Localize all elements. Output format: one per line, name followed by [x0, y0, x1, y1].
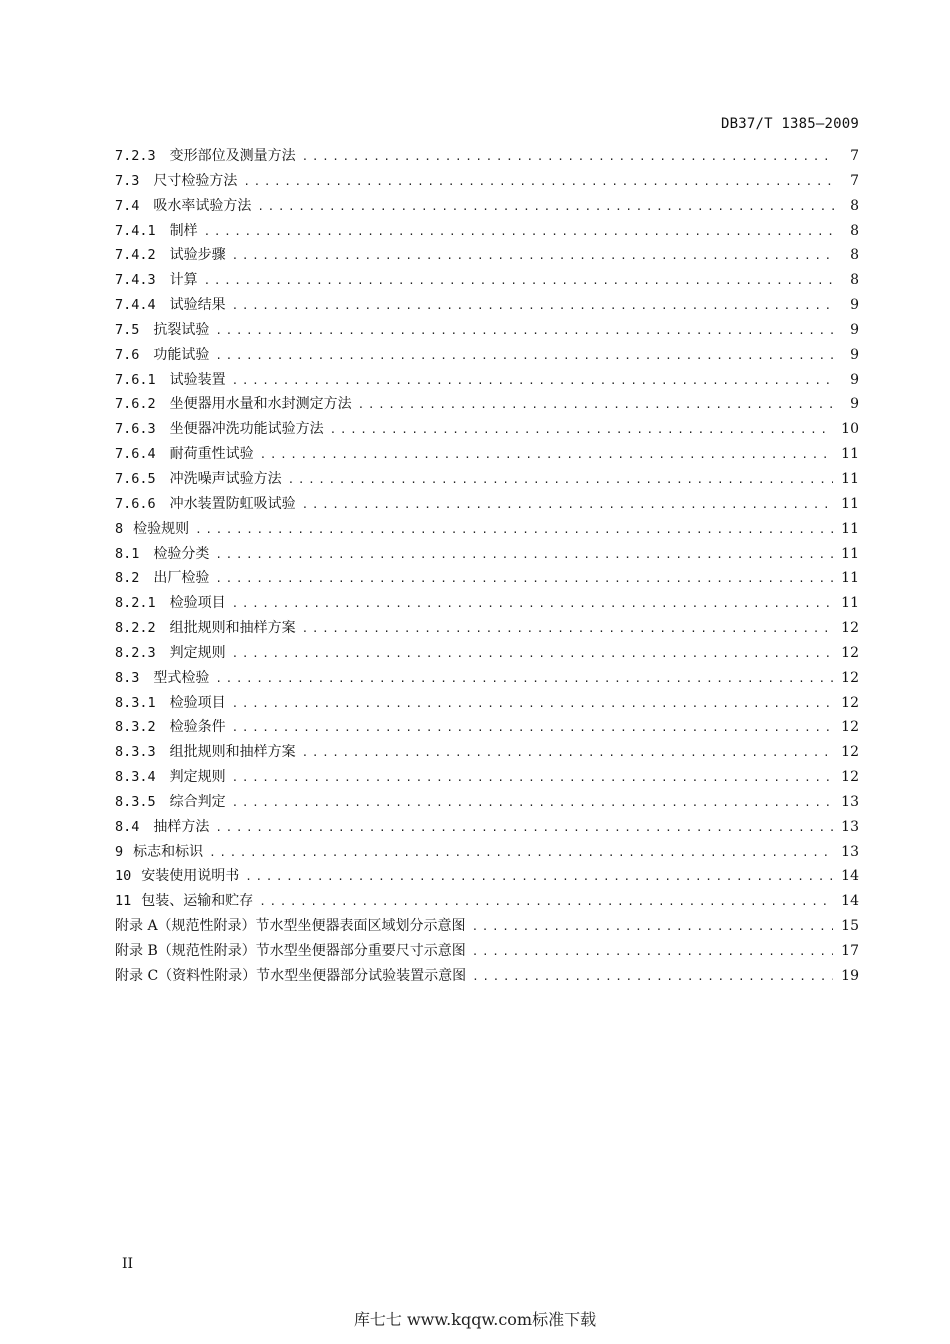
toc-entry-number: 8.4: [115, 818, 140, 835]
toc-entry-number: 7.6.2: [115, 396, 156, 413]
toc-entry[interactable]: [115, 320, 859, 345]
toc-entry-number: 7.3: [115, 172, 140, 189]
toc-entry-number: 7.6.3: [115, 421, 156, 438]
toc-entry-page: 9: [850, 396, 859, 413]
toc-entry-page: 14: [841, 868, 859, 885]
toc-entry-number: 8.3.2: [115, 719, 156, 736]
toc-dot-leader: [232, 246, 835, 266]
toc-entry-number: 8: [115, 520, 124, 537]
toc-entry-number: 7.4.1: [115, 222, 156, 239]
toc-entry-title: 附录 B（规范性附录）节水型坐便器部分重要尺寸示意图: [115, 943, 466, 959]
toc-dot-leader: [195, 520, 833, 540]
toc-entry-number: 8.2.3: [115, 644, 156, 661]
toc-dot-leader: [204, 271, 835, 291]
toc-entry-page: 12: [841, 719, 859, 736]
toc-entry-number: 8.1: [115, 545, 140, 562]
toc-entry-title: 试验结果: [169, 297, 226, 314]
toc-entry-page: 11: [841, 570, 859, 587]
toc-entry[interactable]: [115, 370, 859, 395]
toc-entry-title: 检验条件: [169, 719, 226, 736]
document-code: DB37/T 1385—2009: [720, 116, 859, 132]
toc-entry[interactable]: [115, 941, 859, 966]
toc-entry[interactable]: [115, 742, 859, 767]
toc-dot-leader: [472, 917, 834, 937]
toc-entry-number: 7.6.1: [115, 371, 156, 388]
toc-entry-page: 11: [841, 446, 859, 463]
toc-dot-leader: [288, 470, 834, 490]
toc-entry-number: 8.3.1: [115, 694, 156, 711]
toc-entry[interactable]: [115, 419, 859, 444]
toc-dot-leader: [232, 718, 834, 738]
toc-entry-number: 7.6.5: [115, 470, 156, 487]
toc-entry[interactable]: [115, 519, 859, 544]
toc-entry-title: 检验分类: [153, 545, 210, 562]
toc-entry[interactable]: [115, 593, 859, 618]
toc-entry-number: 7.4.2: [115, 247, 156, 264]
toc-dot-leader: [259, 892, 833, 912]
toc-entry-title: 尺寸检验方法: [153, 172, 238, 189]
toc-entry-page: 7: [850, 172, 859, 189]
toc-dot-leader: [215, 818, 833, 838]
toc-entry-title: 附录 C（资料性附录）节水型坐便器部分试验装置示意图: [115, 967, 467, 984]
toc-entry-number: 8.3.4: [115, 769, 156, 786]
toc-entry-title: 冲水装置防虹吸试验: [169, 495, 296, 512]
toc-dot-leader: [204, 222, 835, 242]
toc-entry-page: 19: [841, 967, 859, 984]
toc-entry[interactable]: [115, 817, 859, 842]
toc-entry[interactable]: [115, 767, 859, 792]
toc-entry-page: 12: [841, 694, 859, 711]
toc-entry-page: 11: [841, 470, 859, 487]
toc-entry-number: 8.3: [115, 669, 140, 686]
toc-entry[interactable]: [115, 792, 859, 817]
toc-entry-title: 变形部位及测量方法: [169, 148, 296, 164]
toc-dot-leader: [232, 371, 835, 391]
toc-entry-title: 抽样方法: [153, 818, 210, 835]
toc-dot-leader: [215, 346, 835, 366]
toc-entry[interactable]: [115, 966, 859, 991]
toc-dot-leader: [232, 768, 834, 788]
toc-entry-page: 8: [850, 272, 859, 289]
toc-dot-leader: [215, 669, 833, 689]
toc-entry-number: 7.4: [115, 197, 140, 214]
toc-entry-number: 7.4.3: [115, 272, 156, 289]
toc-entry-page: 10: [841, 421, 859, 438]
toc-entry-number: 8.3.5: [115, 793, 156, 810]
toc-entry-page: 8: [850, 197, 859, 214]
toc-dot-leader: [302, 619, 834, 639]
toc-entry-page: 17: [841, 943, 859, 959]
toc-dot-leader: [358, 395, 835, 415]
toc-entry-title: 包装、运输和贮存: [141, 893, 254, 910]
toc-entry-title: 安装使用说明书: [141, 868, 240, 885]
toc-entry-title: 试验步骤: [169, 247, 226, 264]
toc-entry-title: 试验装置: [169, 371, 226, 388]
toc-dot-leader: [245, 867, 833, 887]
toc-entry[interactable]: [115, 146, 859, 171]
toc-entry-title: 综合判定: [169, 793, 226, 810]
table-of-contents: [115, 146, 859, 991]
toc-entry[interactable]: [115, 891, 859, 916]
toc-entry-number: 11: [115, 893, 132, 910]
toc-entry-page: 12: [841, 769, 859, 786]
toc-entry[interactable]: [115, 469, 859, 494]
toc-entry-title: 吸水率试验方法: [153, 197, 252, 214]
toc-entry-title: 判定规则: [169, 769, 226, 786]
toc-entry-title: 检验规则: [133, 520, 190, 537]
toc-entry-title: 功能试验: [153, 346, 210, 363]
toc-entry-page: 11: [841, 545, 859, 562]
toc-entry-number: 7.4.4: [115, 297, 156, 314]
toc-entry-title: 冲洗噪声试验方法: [169, 470, 282, 487]
toc-entry-page: 9: [850, 297, 859, 314]
toc-entry-page: 12: [841, 669, 859, 686]
toc-dot-leader: [472, 967, 833, 987]
toc-dot-leader: [232, 793, 834, 813]
toc-entry[interactable]: [115, 345, 859, 370]
toc-entry-title: 标志和标识: [133, 843, 204, 860]
toc-entry-number: 7.2.3: [115, 148, 156, 164]
toc-entry-title: 附录 A（规范性附录）节水型坐便器表面区域划分示意图: [115, 918, 466, 935]
toc-entry-title: 检验项目: [169, 595, 226, 612]
toc-entry-title: 抗裂试验: [153, 321, 210, 338]
toc-entry-page: 12: [841, 620, 859, 637]
toc-dot-leader: [209, 843, 833, 863]
toc-entry-number: 10: [115, 868, 132, 885]
toc-dot-leader: [302, 743, 834, 763]
toc-entry-title: 组批规则和抽样方案: [169, 620, 296, 637]
toc-entry[interactable]: [115, 643, 859, 668]
toc-dot-leader: [472, 942, 833, 962]
toc-entry-title: 判定规则: [169, 644, 226, 661]
toc-entry-title: 组批规则和抽样方案: [169, 744, 296, 761]
toc-entry-title: 型式检验: [153, 669, 210, 686]
toc-entry[interactable]: [115, 568, 859, 593]
toc-entry[interactable]: [115, 270, 859, 295]
toc-entry-page: 9: [850, 346, 859, 363]
toc-entry-title: 坐便器用水量和水封测定方法: [169, 396, 352, 413]
toc-entry[interactable]: [115, 494, 859, 519]
toc-entry[interactable]: [115, 717, 859, 742]
toc-entry-number: 7.6.6: [115, 495, 156, 512]
toc-entry-page: 11: [841, 495, 859, 512]
toc-entry-number: 7.6.4: [115, 446, 156, 463]
toc-dot-leader: [330, 420, 834, 440]
toc-entry-number: 8.2.1: [115, 595, 156, 612]
toc-entry-number: 7.6: [115, 346, 140, 363]
toc-dot-leader: [215, 321, 835, 341]
toc-entry-page: 14: [841, 893, 859, 910]
toc-entry[interactable]: [115, 245, 859, 270]
toc-dot-leader: [260, 445, 834, 465]
watermark-text: 库七七 www.kqqw.com标准下载: [353, 1310, 597, 1329]
page-number: II: [122, 1256, 134, 1272]
toc-entry[interactable]: [115, 295, 859, 320]
toc-entry-number: 8.2.2: [115, 620, 156, 637]
toc-entry[interactable]: [115, 866, 859, 891]
toc-dot-leader: [302, 147, 835, 167]
toc-dot-leader: [215, 569, 833, 589]
toc-dot-leader: [243, 172, 835, 192]
toc-entry-page: 11: [841, 595, 859, 612]
toc-entry-page: 15: [841, 918, 859, 935]
toc-entry-title: 出厂检验: [153, 570, 210, 587]
toc-entry-number: 7.5: [115, 321, 140, 338]
toc-entry-page: 12: [841, 644, 859, 661]
toc-dot-leader: [257, 197, 835, 217]
toc-dot-leader: [232, 644, 834, 664]
toc-entry-number: 9: [115, 843, 124, 860]
toc-entry[interactable]: [115, 618, 859, 643]
toc-entry-number: 8.3.3: [115, 744, 156, 761]
toc-entry-title: 检验项目: [169, 694, 226, 711]
toc-entry-page: 13: [841, 843, 859, 860]
toc-entry-title: 耐荷重性试验: [169, 446, 254, 463]
toc-entry[interactable]: [115, 842, 859, 867]
toc-entry-page: 8: [850, 247, 859, 264]
toc-entry[interactable]: [115, 693, 859, 718]
toc-entry[interactable]: [115, 394, 859, 419]
toc-dot-leader: [302, 495, 834, 515]
toc-entry-page: 9: [850, 321, 859, 338]
toc-dot-leader: [215, 545, 833, 565]
toc-entry-title: 坐便器冲洗功能试验方法: [169, 421, 324, 438]
toc-entry-page: 7: [850, 148, 859, 164]
toc-dot-leader: [232, 694, 834, 714]
toc-dot-leader: [232, 296, 835, 316]
toc-entry-page: 12: [841, 744, 859, 761]
toc-entry-page: 9: [850, 371, 859, 388]
toc-entry[interactable]: [115, 444, 859, 469]
toc-entry[interactable]: [115, 668, 859, 693]
toc-entry-title: 制样: [169, 222, 198, 239]
toc-entry-page: 11: [841, 520, 859, 537]
toc-entry-page: 13: [841, 793, 859, 810]
toc-dot-leader: [232, 594, 834, 614]
toc-entry-number: 8.2: [115, 570, 140, 587]
toc-entry-title: 计算: [169, 272, 198, 289]
toc-entry[interactable]: [115, 196, 859, 221]
toc-entry[interactable]: [115, 221, 859, 246]
toc-entry-page: 13: [841, 818, 859, 835]
toc-entry[interactable]: [115, 171, 859, 196]
toc-entry[interactable]: [115, 916, 859, 941]
toc-entry[interactable]: [115, 544, 859, 569]
toc-entry-page: 8: [850, 222, 859, 239]
